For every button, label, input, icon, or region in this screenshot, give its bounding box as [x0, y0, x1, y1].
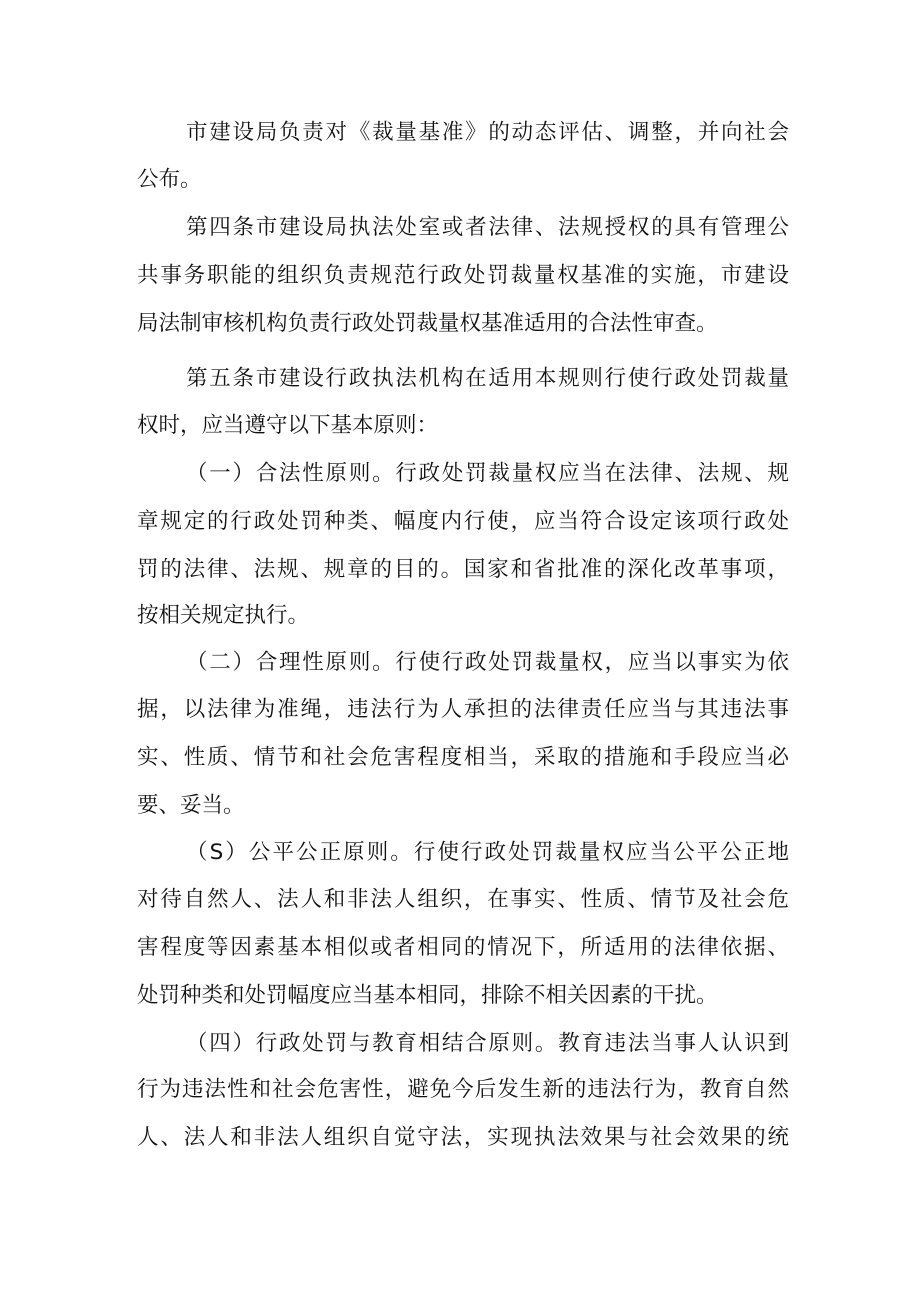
paragraph-1-line-2: 公布。 [137, 167, 202, 192]
paragraph-1-line-1: 市建设局负责对《裁量基准》的动态评估、调整，并向社会 [186, 120, 789, 145]
paragraph-6-line-4: 处罚种类和处罚幅度应当基本相同，排除不相关因素的干扰。 [137, 983, 718, 1008]
paragraph-4-line-4: 按相关规定执行。 [137, 603, 310, 628]
paragraph-5-line-4: 要、妥当。 [137, 793, 245, 818]
paragraph-4-line-2: 章规定的行政处罚种类、幅度内行使，应当符合设定该项行政处 [137, 509, 789, 534]
paragraph-4-line-1: （一）合法性原则。行政处罚裁量权应当在法律、法规、规 [186, 461, 789, 486]
paragraph-2-line-1: 第四条市建设局执法处室或者法律、法规授权的具有管理公 [186, 215, 789, 240]
paragraph-5-line-3: 实、性质、情节和社会危害程度相当，采取的措施和手段应当必 [137, 745, 789, 770]
paragraph-5-line-2: 据，以法律为准绳，违法行为人承担的法律责任应当与其违法事 [137, 697, 789, 722]
paragraph-7-line-3: 人、法人和非法人组织自觉守法，实现执法效果与社会效果的统 [137, 1125, 789, 1150]
paragraph-7-line-2: 行为违法性和社会危害性，避免今后发生新的违法行为，教育自然 [137, 1077, 789, 1102]
paragraph-3-line-2: 权时，应当遵守以下基本原则： [137, 413, 439, 438]
paragraph-4-line-3: 罚的法律、法规、规章的目的。国家和省批准的深化改革事项， [137, 557, 789, 582]
paragraph-3-line-1: 第五条市建设行政执法机构在适用本规则行使行政处罚裁量 [186, 366, 789, 391]
paragraph-6-line-2: 对待自然人、法人和非法人组织，在事实、性质、情节及社会危 [137, 887, 789, 912]
paragraph-5-line-1: （二）合理性原则。行使行政处罚裁量权，应当以事实为依 [186, 650, 789, 675]
paragraph-6-line-3: 害程度等因素基本相似或者相同的情况下，所适用的法律依据、 [137, 935, 789, 960]
paragraph-2-line-3: 局法制审核机构负责行政处罚裁量权基准适用的合法性审查。 [137, 311, 718, 336]
paragraph-2-line-2: 共事务职能的组织负责规范行政处罚裁量权基准的实施，市建设 [137, 263, 789, 288]
paragraph-7-line-1: （四）行政处罚与教育相结合原则。教育违法当事人认识到 [186, 1031, 789, 1056]
paragraph-6-line-1: （S）公平公正原则。行使行政处罚裁量权应当公平公正地 [186, 840, 789, 865]
